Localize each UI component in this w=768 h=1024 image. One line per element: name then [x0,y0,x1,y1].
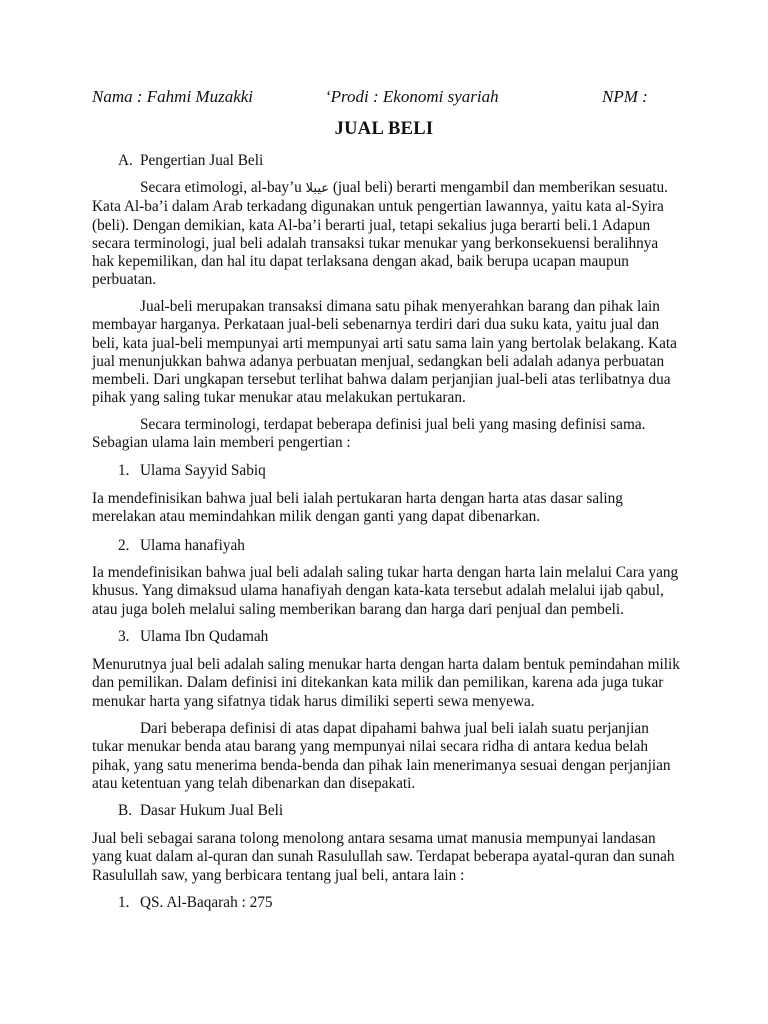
section-a-paragraph-4 [92,720,682,793]
list-item-body [92,490,682,527]
list-label: Ulama Ibn Qudamah [140,628,269,645]
arabic-term: عيبلا [305,181,330,196]
section-a-paragraph-1 [92,179,682,290]
list-marker: 1. [118,894,130,911]
para-3-text: Secara terminologi, terdapat beberapa definisi jual beli yang masing definisi sama. Sebagian ulama lain memberi pengertian : [92,416,646,452]
para-4-text: Dari beberapa definisi di atas dapat dipahami bahwa jual beli ialah suatu perjanjian tukar menukar benda atau barang yang mempunyai nilai secara ridha di antara kedua belah pihak, yang satu menerima benda-benda dan pihak lain menerimanya sesuai dengan perjanjian atau ketentuan yang telah dibenarkan dan disepakati. [92,720,671,792]
list-label: Ulama Sayyid Sabiq [140,462,266,479]
section-b-text: Jual beli sebagai sarana tolong menolong antara sesama umat manusia mempunyai landasan yang kuat dalam al-quran dan sunah Rasulullah saw. Terdapat beberapa ayatal-quran dan sunah Rasulullah saw, yang berbicara tentang jual beli, antara lain : [92,830,675,884]
para-1-rest: (jual beli) berarti mengambil dan memberikan sesuatu. Kata Al-ba’i dalam Arab terkadang digunakan untuk pengertian lawannya, yaitu kata al-Syira (beli). Dengan demikian, kata Al-ba’i berarti jual, tetapi sekalius juga berarti beli.1 Adapun secara terminologi, jual beli adalah transaksi tukar menukar yang berkonsekuensi beralihnya hak kepemilikan, dan hal itu dapat terlaksana dengan akad, baik berupa ucapan maupun perbuatan. [92,179,668,289]
list-item-text: Ia mendefinisikan bahwa jual beli adalah saling tukar harta dengan harta lain melalui Cara yang khusus. Yang dimaksud ulama hanafiyah dengan kata-kata tersebut adalah melalui ijab qabul, atau juga boleh melalui saling memberikan barang dan harga dari penjual dan pembeli. [92,564,679,618]
student-number: NPM : [602,87,648,106]
section-b-paragraph-1 [92,830,682,885]
section-a-title: Pengertian Jual Beli [140,152,264,169]
student-name: Nama : Fahmi Muzakki [92,87,254,106]
section-b-marker: B. [118,802,133,819]
document-header [92,88,728,110]
list-item-body [92,656,682,711]
list-label: Ulama hanafiyah [140,537,245,554]
list-item-body [92,564,682,619]
section-a-marker: A. [118,152,133,169]
document-title: JUAL BELI [334,119,434,139]
study-program: ‘Prodi : Ekonomi syariah [325,87,499,106]
list-item-text: Ia mendefinisikan bahwa jual beli ialah pertukaran harta dengan harta atas dasar saling merelakan atau memindahkan milik dengan ganti yang dapat dibenarkan. [92,490,623,526]
para-1-start: Secara etimologi, al-bay’u [140,179,306,196]
list-marker: 3. [118,628,130,645]
list-item-text: Menurutnya jual beli adalah saling menukar harta dengan harta dalam bentuk pemindahan milik dan pemilikan. Dalam definisi ini ditekankan kata milik dan pemilikan, karena ada juga tukar menukar harta yang sifatnya tidak harus dimiliki seperti sewa menyewa. [92,656,680,710]
para-2-text: Jual-beli merupakan transaksi dimana satu pihak menyerahkan barang dan pihak lain membayar harganya. Perkataan jual-beli sebenarnya terdiri dari dua suku kata, yaitu jual dan beli, kata jual-beli mempunyai arti mempunyai arti satu sama lain yang bertolak belakang. Kata jual menunjukkan bahwa adanya perbuatan menjual, sedangkan beli adalah adanya perbuatan membeli. Dari ungkapan tersebut terlihat bahwa dalam perjanjian jual-beli atas terlibatnya dua pihak yang saling tukar menukar atau melakukan pertukaran. [92,298,677,407]
list-marker: 1. [118,462,130,479]
section-b-title: Dasar Hukum Jual Beli [140,802,284,819]
list-marker: 2. [118,537,130,554]
section-a-paragraph-2 [92,298,682,408]
list-label: QS. Al-Baqarah : 275 [140,894,273,911]
section-a-paragraph-3 [92,416,682,453]
